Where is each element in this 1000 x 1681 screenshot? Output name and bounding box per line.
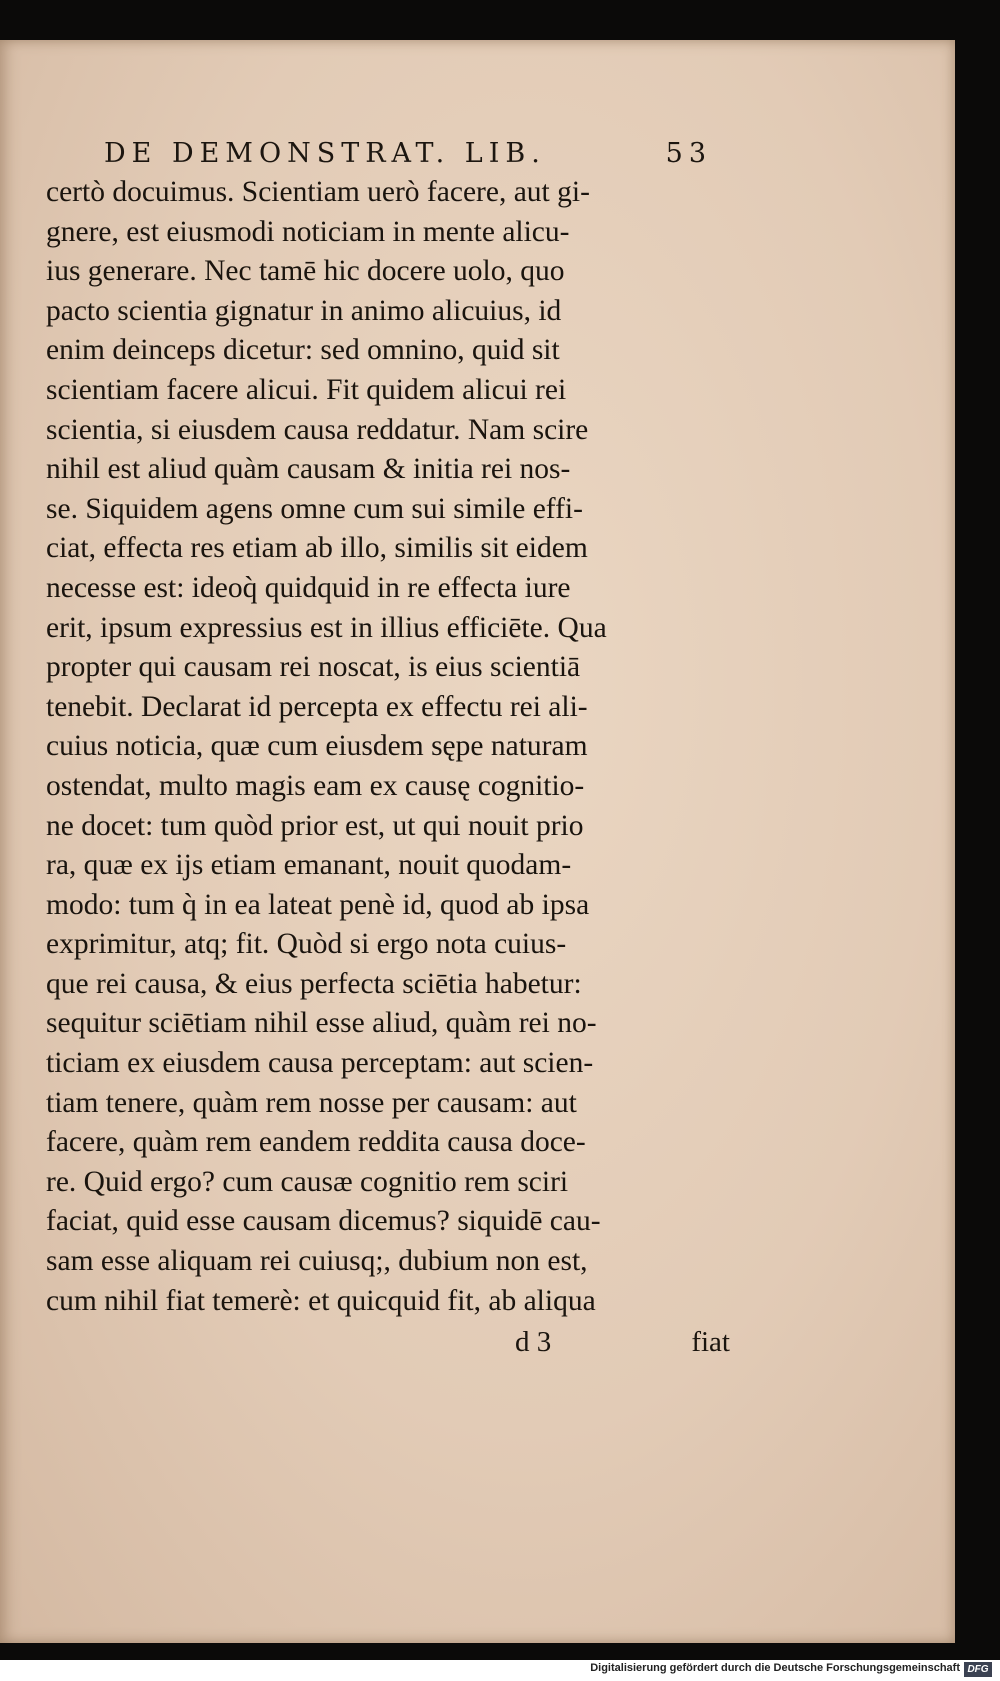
text-line: que rei causa, & eius perfecta sciētia habetur: (46, 967, 582, 1000)
text-line: ostendat, multo magis eam ex causę cognitio- (46, 769, 585, 802)
text-line: pacto scientia gignatur in animo alicuius, id (46, 294, 562, 327)
text-line: ne docet: tum quòd prior est, ut qui nouit prio (46, 809, 584, 842)
text-line: ciat, effecta res etiam ab illo, similis sit eidem (46, 532, 588, 565)
text-line: scientiam facere alicui. Fit quidem alicui rei (46, 373, 567, 406)
text-line: modo: tum q̀ in ea lateat penè id, quod ab ipsa (46, 888, 590, 921)
text-line: cum nihil fiat temerè: et quicquid fit, ab aliqua (46, 1284, 596, 1317)
text-line: ra, quæ ex ijs etiam emanant, nouit quodam- (46, 849, 572, 882)
text-line: certò docuimus. Scientiam uerò facere, aut gi- (46, 176, 590, 208)
text-line: sam esse aliquam rei cuiusq;, dubium non est, (46, 1245, 588, 1278)
page-footer (515, 1326, 730, 1359)
signature-mark: d 3 (515, 1326, 552, 1358)
text-line: facere, quàm rem eandem reddita causa doce- (46, 1126, 586, 1159)
text-line: re. Quid ergo? cum causæ cognitio rem sciri (46, 1165, 569, 1198)
page-number: 53 (665, 138, 712, 169)
text-line: faciat, quid esse causam dicemus? siquidē cau- (46, 1205, 601, 1238)
text-line: tiam tenere, quàm rem nosse per causam: aut (46, 1086, 577, 1119)
body-text (46, 173, 726, 1321)
text-line: se. Siquidem agens omne cum sui simile effi- (46, 492, 583, 525)
text-line: nihil est aliud quàm causam & initia rei nos- (46, 453, 571, 486)
book-page (0, 40, 955, 1643)
catchword: fiat (691, 1326, 730, 1358)
text-line: exprimitur, atq; fit. Quòd si ergo nota cuius- (46, 928, 567, 961)
text-line: gnere, est eiusmodi noticiam in mente alicu- (46, 215, 570, 248)
text-line: sequitur sciētiam nihil esse aliud, quàm rei no- (46, 1007, 597, 1040)
text-line: ius generare. Nec tamē hic docere uolo, quo (46, 255, 565, 288)
text-line: ticiam ex eiusdem causa perceptam: aut scien- (46, 1047, 594, 1080)
text-line: tenebit. Declarat id percepta ex effectu rei ali- (46, 690, 588, 723)
text-line: cuius noticia, quæ cum eiusdem sępe naturam (46, 730, 588, 763)
text-line: propter qui causam rei noscat, is eius scientiā (46, 651, 581, 684)
running-head (104, 138, 712, 169)
text-line: erit, ipsum expressius est in illius efficiēte. Qua (46, 611, 607, 644)
text-line: scientia, si eiusdem causa reddatur. Nam scire (46, 413, 589, 446)
dfg-logo: DFG (964, 1662, 992, 1677)
running-head-title: DE DEMONSTRAT. LIB. (104, 138, 546, 169)
digitization-credit: Digitalisierung gefördert durch die Deutsche Forschungsgemeinschaft (590, 1662, 960, 1674)
text-line: necesse est: ideoq̀ quidquid in re effecta iure (46, 571, 571, 604)
text-line: enim deinceps dicetur: sed omnino, quid sit (46, 334, 560, 367)
